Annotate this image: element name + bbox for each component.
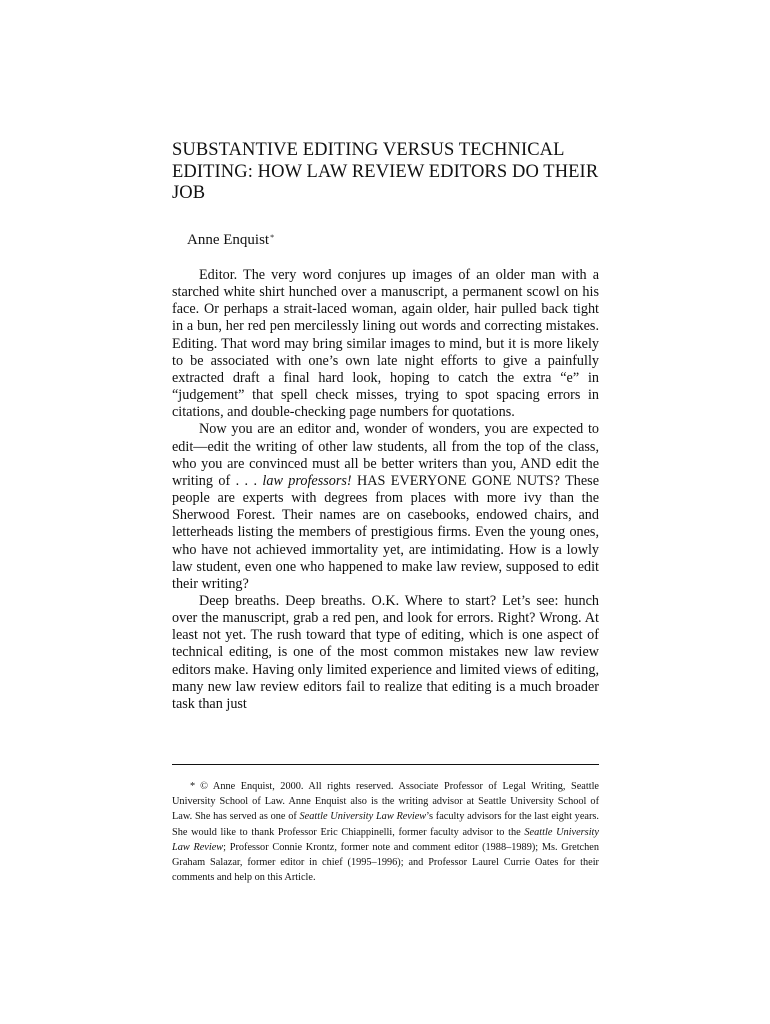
footnote-journal-name-2: Seattle University Law Review <box>172 826 599 853</box>
author-footnote-mark[interactable]: * <box>270 233 275 242</box>
footnote-mark: * <box>190 781 196 792</box>
paragraph-3: Deep breaths. Deep breaths. O.K. Where to start? Let’s see: hunch over the manuscript, grab a red pen, and look for errors. Right? Wrong. At least not yet. The rush toward that type of editing, which is one aspect of technical editing, is one of the most common mistakes new law review editors make. Having only limited experience and limited views of editing, many new law review editors fail to realize that editing is a much broader task than just <box>172 592 599 712</box>
paragraph-2-part-b: HAS EVERYONE GONE NUTS? These people are experts with degrees from places with more ivy than the Sherwood Forest. Their names are on casebooks, endowed chairs, and letterheads listing the members of prestigious firms. Even the young ones, who have not achieved immortality yet, are intimidating. How is a lowly law student, even one who happened to make law review, supposed to edit their writing? <box>172 472 599 592</box>
article-body <box>172 267 599 713</box>
paragraph-2-part-a: Now you are an editor and, wonder of wonders, you are expected to edit—edit the writing of other law students, all from the top of the class, who you are convinced must all be better writers than you, AND edit the writing of . . . <box>172 421 599 489</box>
footnote-text-1: © Anne Enquist, 2000. All rights reserved. Associate Professor of Legal Writing, Seattle University School of Law. Anne Enquist also is the writing advisor at Seattle University School of Law. She has served as one of <box>172 781 599 823</box>
footnote <box>172 779 599 885</box>
paragraph-1: Editor. The very word conjures up images of an older man with a starched white shirt hunched over a manuscript, a permanent scowl on his face. Or perhaps a strait-laced woman, again older, hair pulled back tight in a bun, her red pen mercilessly lining out words and correcting mistakes. Editing. That word may bring similar images to mind, but it is more likely to be associated with one’s own late night efforts to give a painfully extracted draft a final hard look, hoping to catch the extra “e” in “judgement” that spell check misses, trying to spot spacing errors in citations, and double-checking page numbers for quotations. <box>172 267 599 421</box>
footnote-text-2: ’s faculty advisors for the last eight years. She would like to thank Professor Eric Chiappinelli, former faculty advisor to the <box>172 811 599 838</box>
article-title: SUBSTANTIVE EDITING VERSUS TECHNICAL EDITING: HOW LAW REVIEW EDITORS DO THEIR JOB <box>172 140 599 203</box>
footnote-text-3: ; Professor Connie Krontz, former note and comment editor (1988–1989); Ms. Gretchen Graham Salazar, former editor in chief (1995–1996); and Professor Laurel Currie Oates for their comments and help on this Article. <box>172 841 599 884</box>
author-name: Anne Enquist <box>187 232 270 248</box>
footnote-divider <box>172 764 599 765</box>
paragraph-2-emphasis: law professors! <box>262 472 352 489</box>
author-line <box>187 230 274 250</box>
footnote-journal-name-1: Seattle University Law Review <box>299 811 427 823</box>
paragraph-2 <box>172 421 599 593</box>
